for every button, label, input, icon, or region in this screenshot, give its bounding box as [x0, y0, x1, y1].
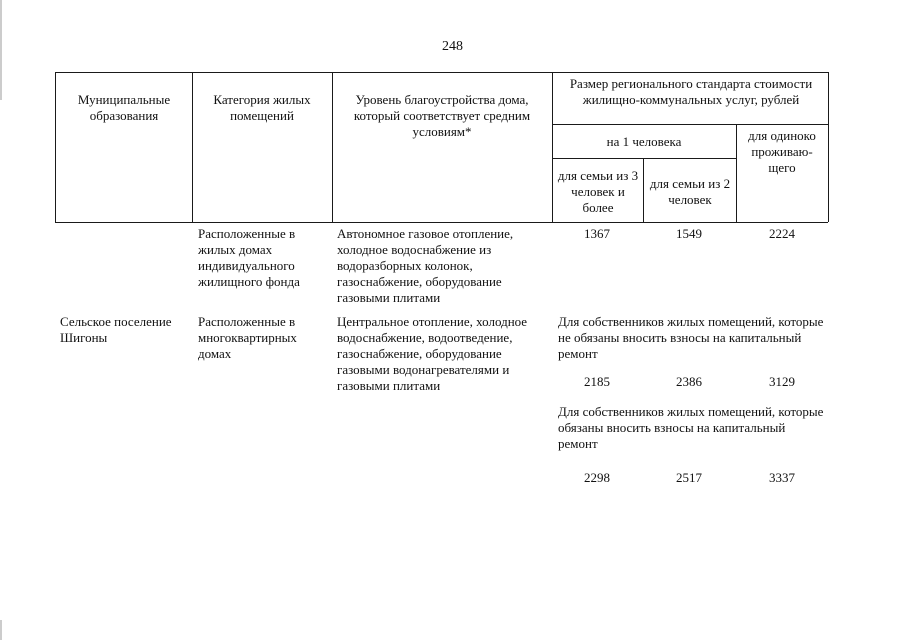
row2-group1-note: Для собственников жилых помещений, которые не обязаны вносить взносы на капитальный ремонт — [558, 314, 824, 361]
row2-group1-value-family3: 2185 — [584, 374, 610, 389]
header-per-person: на 1 человека — [606, 134, 682, 149]
row1-value-family3: 1367 — [584, 226, 610, 241]
row2-group2-value-single: 3337 — [769, 470, 795, 485]
row1-level: Автономное газовое отопление, холодное водоснабжение из водоразборных колонок, газоснабжение, оборудование газовыми плитами — [337, 226, 514, 305]
header-level: Уровень благоустройства дома, который соответствует средним условиям* — [353, 92, 531, 139]
row2-category: Расположенные в многоквартирных домах — [198, 314, 297, 361]
header-single: для одиноко проживаю-щего — [748, 128, 816, 175]
municipality-name: Сельское поселение Шигоны — [60, 314, 172, 345]
row2-group1-value-single: 3129 — [769, 374, 795, 389]
header-family3: для семьи из 3 человек и более — [557, 168, 639, 215]
header-municipality: Муниципальные образования — [77, 92, 171, 123]
scan-edge-mark — [0, 0, 2, 100]
scan-edge-mark — [0, 620, 2, 640]
row2-level: Центральное отопление, холодное водоснабжение, водоотведение, газоснабжение, оборудование газовыми водонагревателями и газовыми плитами — [337, 314, 528, 393]
header-category: Категория жилых помещений — [213, 92, 311, 123]
header-family2: для семьи из 2 человек — [649, 176, 731, 207]
page-number: 248 — [442, 39, 463, 54]
row1-value-single: 2224 — [769, 226, 795, 241]
row2-group2-value-family3: 2298 — [584, 470, 610, 485]
header-standard-size: Размер регионального стандарта стоимости жилищно-коммунальных услуг, рублей — [569, 76, 813, 107]
row2-group2-note: Для собственников жилых помещений, которые обязаны вносить взносы на капитальный ремонт — [558, 404, 824, 451]
row2-group2-value-family2: 2517 — [676, 470, 702, 485]
row1-category: Расположенные в жилых домах индивидуального жилищного фонда — [198, 226, 300, 289]
row1-value-family2: 1549 — [676, 226, 702, 241]
row2-group1-value-family2: 2386 — [676, 374, 702, 389]
